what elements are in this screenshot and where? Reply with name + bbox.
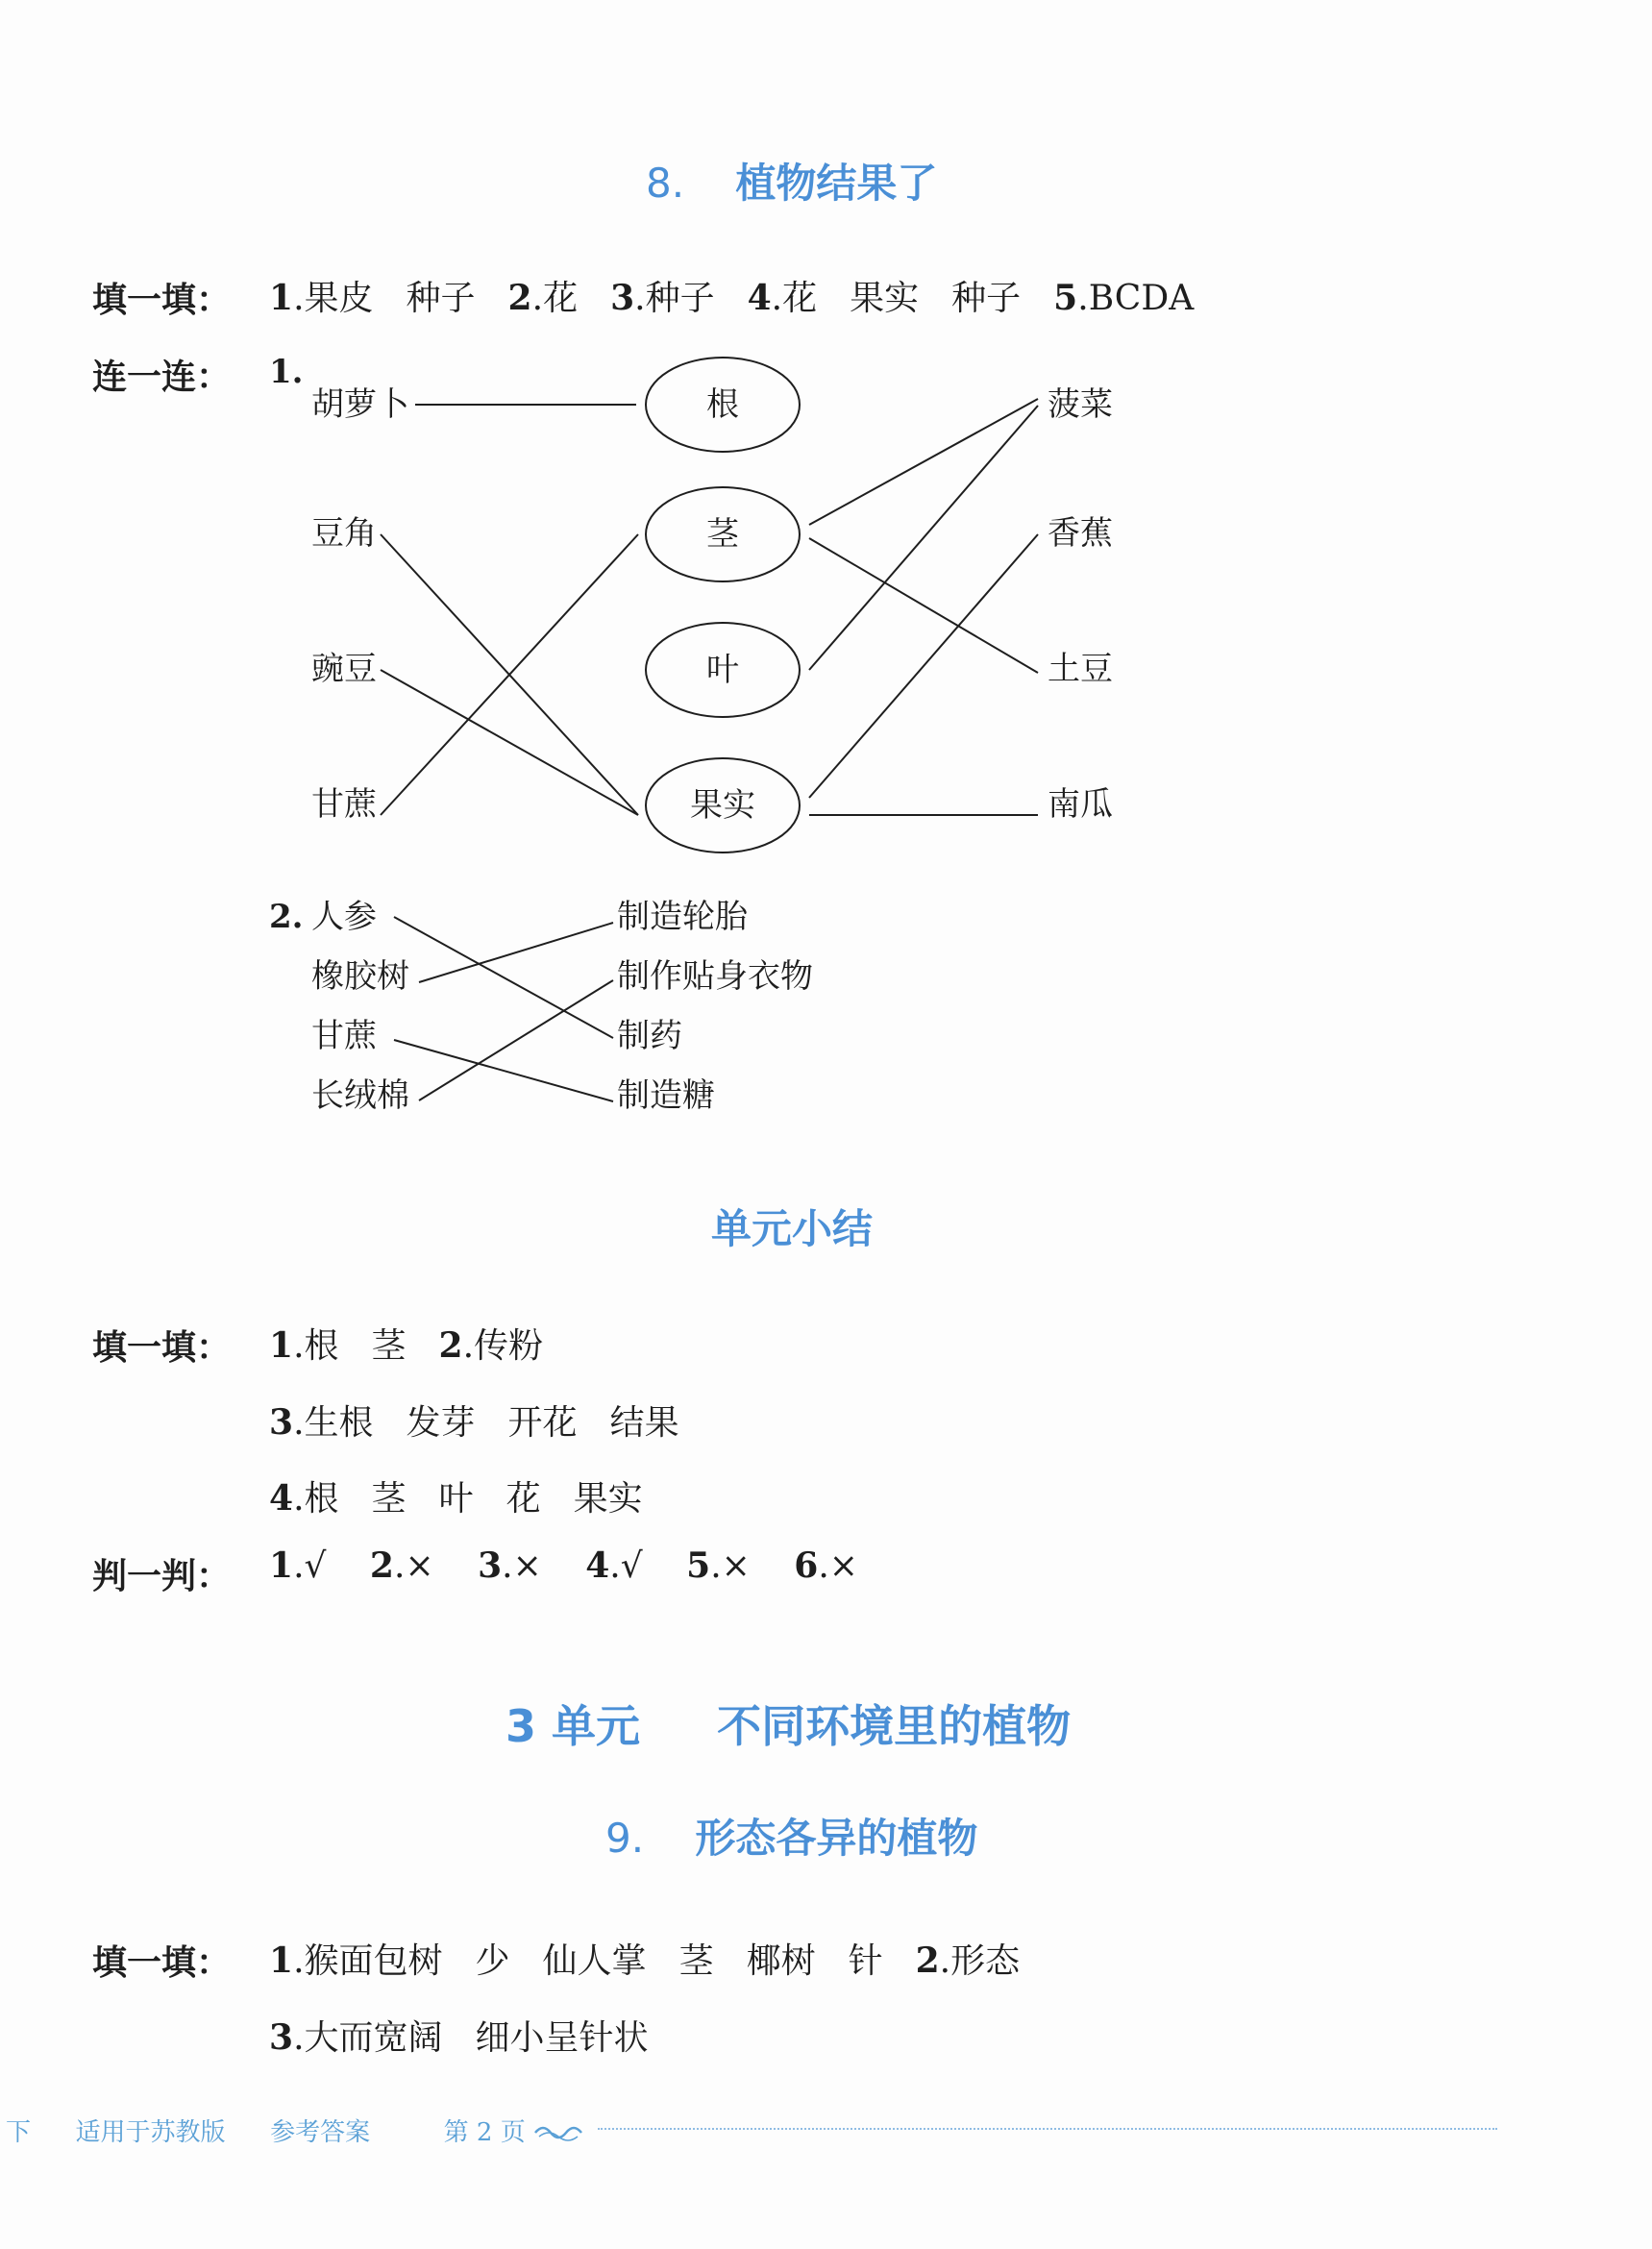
sec9-fill-line-3: 3.大而宽阔 细小呈针状 [269,2017,649,2058]
left2-item-sugarcane: 甘蔗 [311,1017,377,1055]
question-2-number: 2. [269,898,304,936]
right2-item-medicine: 制药 [617,1017,682,1055]
left-item-carrot: 胡萝卜 [311,385,409,424]
summary-fill-line-1: 1.根 茎 2.传粉 [269,1325,544,1366]
left2-item-ginseng: 人参 [311,898,377,936]
section-8-title: 植物结果了 [735,160,938,207]
unit-3-number: 3 单元 [505,1700,641,1752]
question-1-number: 1. [269,353,304,391]
footer-answers-label: 参考答案 [270,2118,371,2147]
summary-fill-label: 填一填： [92,1328,232,1368]
left-item-pea: 豌豆 [311,650,377,688]
section-9-heading [605,1807,977,1865]
node-fruit-label: 果实 [690,786,755,825]
right-item-banana: 香蕉 [1048,514,1113,553]
wave-ornament-icon [533,2119,591,2149]
summary-judge-label: 判一判： [92,1557,232,1596]
footer-page-number: 第 2 页 [443,2118,526,2147]
section-9-title: 形态各异的植物 [695,1815,978,1862]
summary-heading: 单元小结 [711,1205,874,1252]
connection-lines-1 [381,399,1038,815]
right-item-spinach: 菠菜 [1048,385,1113,424]
node-leaf-label: 叶 [706,651,739,689]
right-item-potato: 土豆 [1048,650,1113,688]
node-root-label: 根 [706,385,739,424]
unit-3-title: 不同环境里的植物 [717,1700,1072,1752]
right-item-pumpkin: 南瓜 [1048,785,1113,824]
sec8-fill-answers: 1.果皮 种子 2.花 3.种子 4.花 果实 种子 5.BCDA [269,278,1195,318]
unit-3-heading [505,1692,1071,1755]
connection-lines-2 [394,917,613,1101]
sec8-connect-label: 连一连： [92,358,232,397]
footer-grade: 下 [6,2118,32,2147]
right2-item-tires: 制造轮胎 [617,898,748,936]
node-stem-label: 茎 [706,515,739,554]
section-8-number: 8. [646,160,685,207]
left2-item-cotton: 长绒棉 [311,1076,409,1115]
footer-edition: 适用于苏教版 [75,2118,226,2147]
left-item-bean: 豆角 [311,514,377,553]
summary-fill-line-4: 4.根 茎 叶 花 果实 [269,1478,643,1519]
footer-dotted-rule [598,2128,1497,2130]
right2-item-clothing: 制作贴身衣物 [617,957,813,996]
summary-fill-line-3: 3.生根 发芽 开花 结果 [269,1402,679,1443]
section-9-number: 9. [605,1815,645,1862]
summary-judge-answers: 1.√ 2.× 3.× 4.√ 5.× 6.× [269,1545,858,1586]
page-footer [0,2113,591,2149]
left-item-sugarcane: 甘蔗 [311,785,377,824]
sec8-fill-label: 填一填： [92,281,232,320]
sec9-fill-line-1: 1.猴面包树 少 仙人掌 茎 椰树 针 2.形态 [269,1940,1021,1981]
right2-item-sugar: 制造糖 [617,1076,715,1115]
sec9-fill-label: 填一填： [92,1943,232,1983]
left2-item-rubber-tree: 橡胶树 [311,957,409,996]
